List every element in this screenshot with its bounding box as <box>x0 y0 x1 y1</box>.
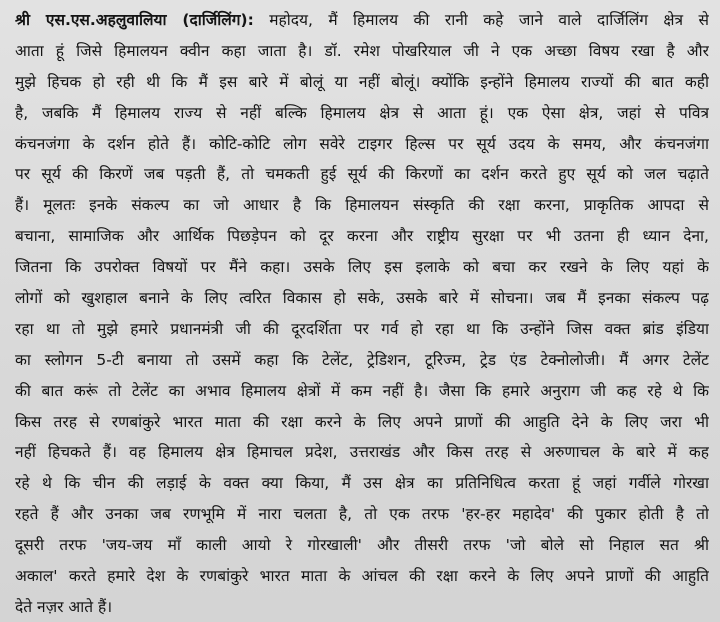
speech-paragraph <box>15 5 709 622</box>
paragraph-line: आता हूं जिसे हिमालयन क्वीन कहा जाता है। डॉ. रमेश पोखरियाल जी ने एक अच्छा विषय रखा है और <box>15 41 709 60</box>
paragraph-line: बचाना, सामाजिक और आर्थिक पिछड़ेपन को दूर करना और राष्ट्रीय सुरक्षा पर भी उतना ही ध्यान देना, <box>15 227 709 246</box>
paragraph-line: कंचनजंगा के दर्शन होते हैं। कोटि-कोटि लोग सवेरे टाइगर हिल्स पर सूर्य उदय के समय, और कंचनजंगा <box>15 134 709 153</box>
paragraph-line <box>15 5 709 36</box>
paragraph-line: रहा था तो मुझे हमारे प्रधानमंत्री जी की दूरदर्शिता पर गर्व हो रहा था कि उन्होंने जिस वक्त ब्रांड इंडिया <box>15 319 709 338</box>
paragraph-line: पर सूर्य की किरणें जब पड़ती हैं, तो चमकती हुई सूर्य की किरणों का दर्शन करते हुए सूर्य को जल चढ़ाते <box>15 165 709 184</box>
paragraph-line: है, जबकि मैं हिमालय राज्य से नहीं बल्कि हिमालय क्षेत्र से आता हूं। एक ऐसा क्षेत्र, जहां से पवित्र <box>15 103 709 122</box>
paragraph-line: मुझे हिचक हो रही थी कि मैं इस बारे में बोलूं या नहीं बोलूं। क्योंकि इन्होंने हिमालय राज्यों की बात कही <box>15 72 709 91</box>
paragraph-line: रहे थे कि चीन की लड़ाई के वक्त क्या किया, मैं उस क्षेत्र का प्रतिनिधित्व करता हूं जहां गर्वीले गोरखा <box>15 474 709 493</box>
paragraph-line: रहते हैं और उनका जब रणभूमि में नारा चलता है, तो एक तरफ 'हर-हर महादेव' की पुकार होती है तो <box>15 505 709 524</box>
paragraph-line: अकाल' करते हमारे देश के रणबांकुरे भारत माता के आंचल की रक्षा करने के लिए अपने प्राणों की आहुति <box>15 567 709 586</box>
paragraph-line: देते नज़र आते हैं। <box>15 597 113 616</box>
paragraph-line: की बात करूं तो टेलेंट का अभाव हिमालय क्षेत्रों में कम नहीं है। जैसा कि हमारे अनुराग जी कह रहे थे कि <box>15 381 709 400</box>
paragraph-line: लोगों को खुशहाल बनाने के लिए त्वरित विकास हो सके, उसके बारे में सोचना। जब मैं इनका संकल्प पढ़ <box>15 289 709 308</box>
paragraph-line: जितना कि उपरोक्त विषयों पर मैंने कहा। उसके लिए इस इलाके को बचा कर रखने के लिए यहां के <box>15 258 709 277</box>
line-text: महोदय, मैं हिमालय की रानी कहे जाने वाले दार्जिलिंग क्षेत्र से <box>269 11 709 29</box>
paragraph-line: हैं। मूलतः इनके संकल्प का जो आधार है कि हिमालयन संस्कृति की रक्षा करना, प्राकृतिक आपदा से <box>15 196 709 215</box>
paragraph-line: का स्लोगन 5-टी बनाया तो उसमें कहा कि टेलेंट, ट्रेडिशन, टूरिज्म, ट्रेड एंड टेक्नोलोजी। मैं अगर टेलेंट <box>15 350 709 369</box>
paragraph-line: किस तरह से रणबांकुरे भारत माता की रक्षा करने के लिए अपने प्राणों की आहुति देने के लिए जरा भी <box>15 412 709 431</box>
speaker-name: श्री एस.एस.अहलुवालिया (दार्जिलिंग): <box>15 11 254 29</box>
paragraph-line: दूसरी तरफ 'जय-जय माँ काली आयो रे गोरखाली' और तीसरी तरफ 'जो बोले सो निहाल सत श्री <box>15 536 709 555</box>
paragraph-line: नहीं हिचकते हैं। वह हिमालय क्षेत्र हिमाचल प्रदेश, उत्तराखंड और किस तरह से अरुणाचल के बारे में कह <box>15 443 709 462</box>
